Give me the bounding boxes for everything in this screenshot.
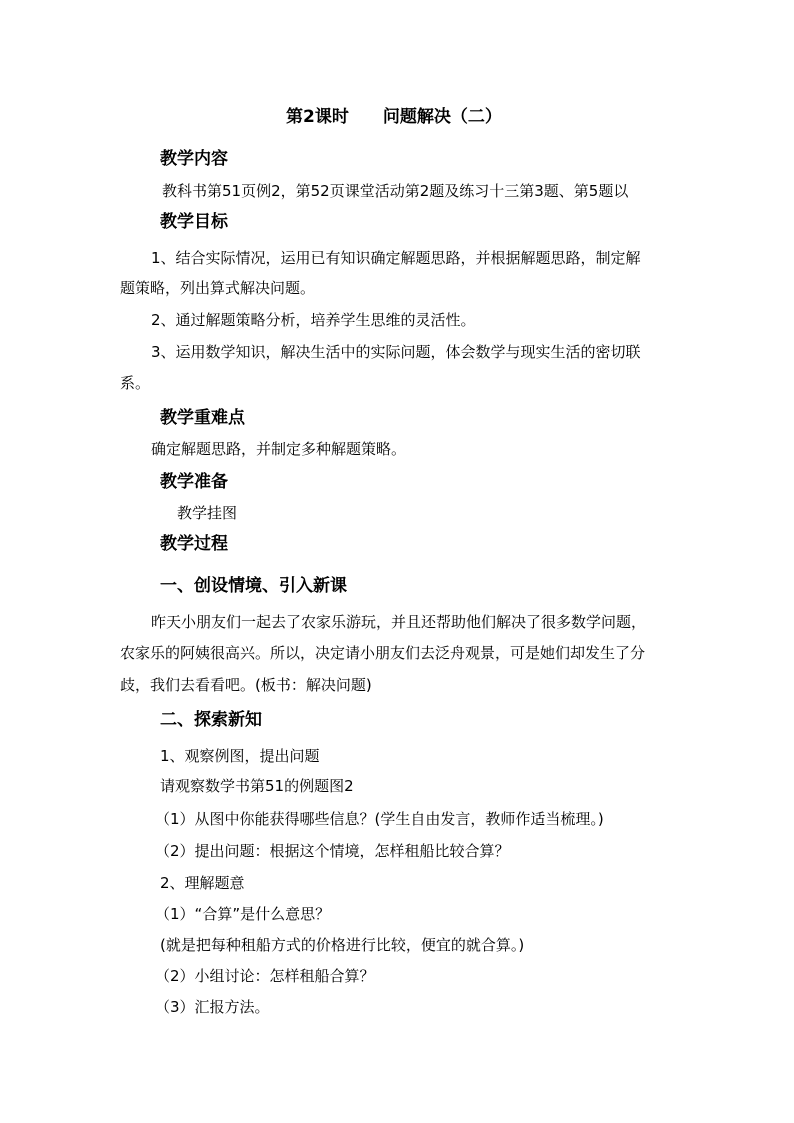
- step-1: 1、观察例图，提出问题: [160, 747, 320, 765]
- page-title: [286, 107, 502, 127]
- step-1-text: 请观察数学书第51的例题图2: [160, 777, 354, 795]
- step-2-question-3: （3）汇报方法。: [155, 998, 270, 1016]
- goal-2: 2、通过解题策略分析，培养学生思维的灵活性。: [151, 311, 476, 329]
- step-1-question-2: （2）提出问题：根据这个情境，怎样租船比较合算？: [155, 842, 510, 860]
- goal-1-line-2: 题策略，列出算式解决问题。: [120, 279, 316, 297]
- step-2-question-2: （2）小组讨论：怎样租船合算？: [155, 967, 375, 985]
- lesson-label: 第2课时: [286, 107, 349, 127]
- lesson-topic: 问题解决（二）: [382, 107, 502, 127]
- goal-1-line-1: 1、结合实际情况，运用已有知识确定解题思路，并根据解题思路，制定解: [151, 249, 641, 267]
- key-points-text: 确定解题思路，并制定多种解题策略。: [151, 440, 407, 458]
- preparation-text: 教学挂图: [177, 504, 238, 522]
- goals-heading: 教学目标: [160, 212, 228, 232]
- part-1-line-1: 昨天小朋友们一起去了农家乐游玩，并且还帮助他们解决了很多数学问题，: [151, 613, 647, 631]
- goal-3-line-2: 系。: [120, 374, 151, 392]
- part-1-heading: 一、创设情境、引入新课: [160, 576, 347, 596]
- goal-3-line-1: 3、运用数学知识，解决生活中的实际问题，体会数学与现实生活的密切联: [151, 343, 641, 361]
- key-points-heading: 教学重难点: [160, 408, 245, 428]
- step-1-question-1: （1）从图中你能获得哪些信息？(学生自由发言，教师作适当梳理。): [155, 810, 604, 828]
- part-1-line-3: 歧，我们去看看吧。(板书：解决问题): [120, 676, 372, 694]
- step-2: 2、理解题意: [160, 874, 245, 892]
- part-1-line-2: 农家乐的阿姨很高兴。所以，决定请小朋友们去泛舟观景，可是她们却发生了分: [120, 644, 646, 662]
- step-2-answer-1: (就是把每种租船方式的价格进行比较，便宜的就合算。): [160, 936, 525, 954]
- content-text: 教科书第51页例2，第52页课堂活动第2题及练习十三第3题、第5题以: [162, 182, 629, 200]
- content-heading: 教学内容: [160, 149, 228, 169]
- part-2-heading: 二、探索新知: [160, 710, 262, 730]
- process-heading: 教学过程: [160, 534, 228, 554]
- preparation-heading: 教学准备: [160, 472, 228, 492]
- step-2-question-1: （1）“合算”是什么意思？: [155, 905, 331, 923]
